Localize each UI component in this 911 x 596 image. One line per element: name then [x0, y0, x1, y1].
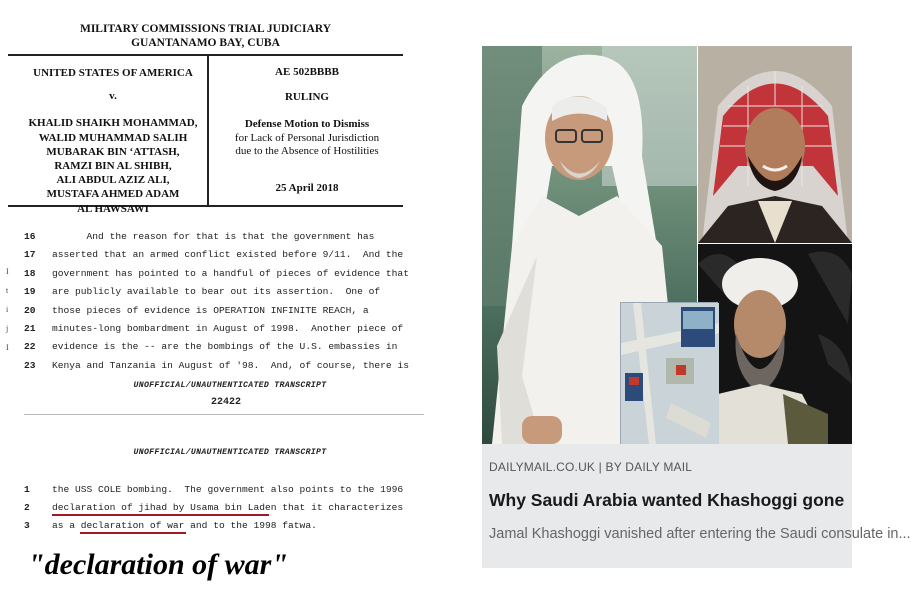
news-link-card[interactable]: [482, 46, 911, 568]
transcript-line: [24, 265, 409, 283]
line-number: 22: [24, 341, 36, 353]
unofficial-label-page-1: UNOFFICIAL/UNAUTHENTICATED TRANSCRIPT: [133, 381, 327, 390]
transcript-page-1: [24, 228, 409, 375]
line-text: evidence is the -- are the bombings of the U.S. embassies in: [52, 341, 398, 353]
transcript-page-2: [24, 481, 403, 536]
line-number: 1: [24, 484, 30, 495]
line-text: government has pointed to a handful of pieces of evidence that: [52, 267, 409, 279]
motion-line-1: for Lack of Personal Jurisdiction: [234, 131, 380, 144]
line-number: 2: [24, 502, 30, 514]
margin-mark: I: [6, 267, 9, 276]
plaintiff: UNITED STATES OF AMERICA: [33, 67, 193, 79]
line-number: 19: [24, 286, 36, 298]
margin-mark: I: [6, 343, 9, 352]
transcript-line: [24, 246, 409, 264]
header-line-court: MILITARY COMMISSIONS TRIAL JUDICIARY: [79, 23, 332, 35]
transcript-line: [24, 302, 409, 320]
motion-line-2: due to the Absence of Hostilities: [235, 145, 379, 157]
header-line-location: GUANTANAMO BAY, CUBA: [131, 37, 280, 49]
defendant-4: RAMZI BIN AL SHIBH,: [54, 160, 172, 173]
line-text: declaration of jihad by Usama bin Laden that it characterizes: [52, 502, 404, 514]
margin-mark: i: [6, 305, 9, 314]
defendant-2: WALID MUHAMMAD SALIH: [38, 131, 188, 144]
caption-divider: [207, 55, 209, 206]
transcript-line: [24, 283, 409, 301]
line-number: 20: [24, 304, 36, 316]
margin-mark: t: [6, 286, 9, 295]
document-header: [8, 22, 403, 50]
transcript-line: [24, 357, 409, 375]
line-number: 16: [24, 231, 36, 242]
line-text: minutes-long bombardment in August of 1998. Another piece of: [52, 322, 404, 334]
line-number: 3: [24, 520, 30, 532]
line-text: And the reason for that is that the government has: [52, 231, 375, 242]
defendant-5: ALI ABDUL AZIZ ALI,: [56, 174, 170, 187]
page-number: 22422: [210, 397, 241, 408]
line-text: asserted that an armed conflict existed before 9/11. And the: [52, 249, 404, 261]
line-text: as a declaration of war and to the 1998 fatwa.: [52, 520, 317, 532]
transcript-line: [24, 481, 403, 499]
margin-mark: j: [6, 324, 9, 333]
man-in-red-ghutra-illustration: [698, 46, 852, 243]
transcript-line: [24, 320, 409, 338]
defendant-6: MUSTAFA AHMED ADAM: [46, 188, 180, 201]
line-number: 23: [24, 359, 36, 371]
versus: v.: [109, 90, 117, 103]
margin-marks: [6, 262, 16, 357]
bin-laden-photo: [698, 244, 852, 444]
man-in-white-turban-illustration: [698, 244, 852, 444]
ruling-label: RULING: [284, 90, 329, 103]
defendant-3: MUBARAK BIN ‘ATTASH,: [46, 145, 180, 158]
line-text: Kenya and Tanzania in August of '98. And, of course, there is: [52, 359, 409, 371]
line-number: 21: [24, 322, 36, 334]
motion-title: Defense Motion to Dismiss: [244, 118, 370, 130]
unofficial-label-page-2: UNOFFICIAL/UNAUTHENTICATED TRANSCRIPT: [133, 448, 327, 457]
defendant-1: KHALID SHAIKH MOHAMMAD,: [28, 117, 198, 130]
news-excerpt: Jamal Khashoggi vanished after entering the Saudi consulate in...: [489, 526, 911, 542]
crown-prince-photo: [698, 46, 852, 243]
consulate-map-inset: [620, 302, 718, 444]
line-text: the USS COLE bombing. The government also points to the 1996: [52, 484, 404, 495]
case-number: AE 502BBBB: [275, 66, 339, 78]
case-caption: [212, 66, 402, 195]
transcript-line: [24, 338, 409, 356]
line-text: those pieces of evidence is OPERATION INFINITE REACH, a: [52, 304, 369, 316]
line-number: 17: [24, 249, 36, 261]
page-break-divider: [24, 414, 424, 415]
news-source: DAILYMAIL.CO.UK | BY DAILY MAIL: [489, 460, 693, 474]
highlight-underline-jihad: [52, 514, 269, 516]
header-divider: [8, 54, 403, 56]
ruling-date: 25 April 2018: [275, 181, 339, 194]
line-text: are publicly available to bear out its assertion. One of: [52, 286, 381, 298]
pull-quote: "declaration of war": [28, 548, 288, 581]
transcript-line: [24, 228, 409, 246]
news-headline[interactable]: Why Saudi Arabia wanted Khashoggi gone: [489, 490, 845, 510]
defendant-7: AL HAWSAWI: [77, 202, 149, 215]
line-number: 18: [24, 267, 36, 279]
map-illustration: [621, 303, 719, 445]
case-parties: [20, 66, 206, 216]
highlight-underline-war: [80, 532, 186, 534]
